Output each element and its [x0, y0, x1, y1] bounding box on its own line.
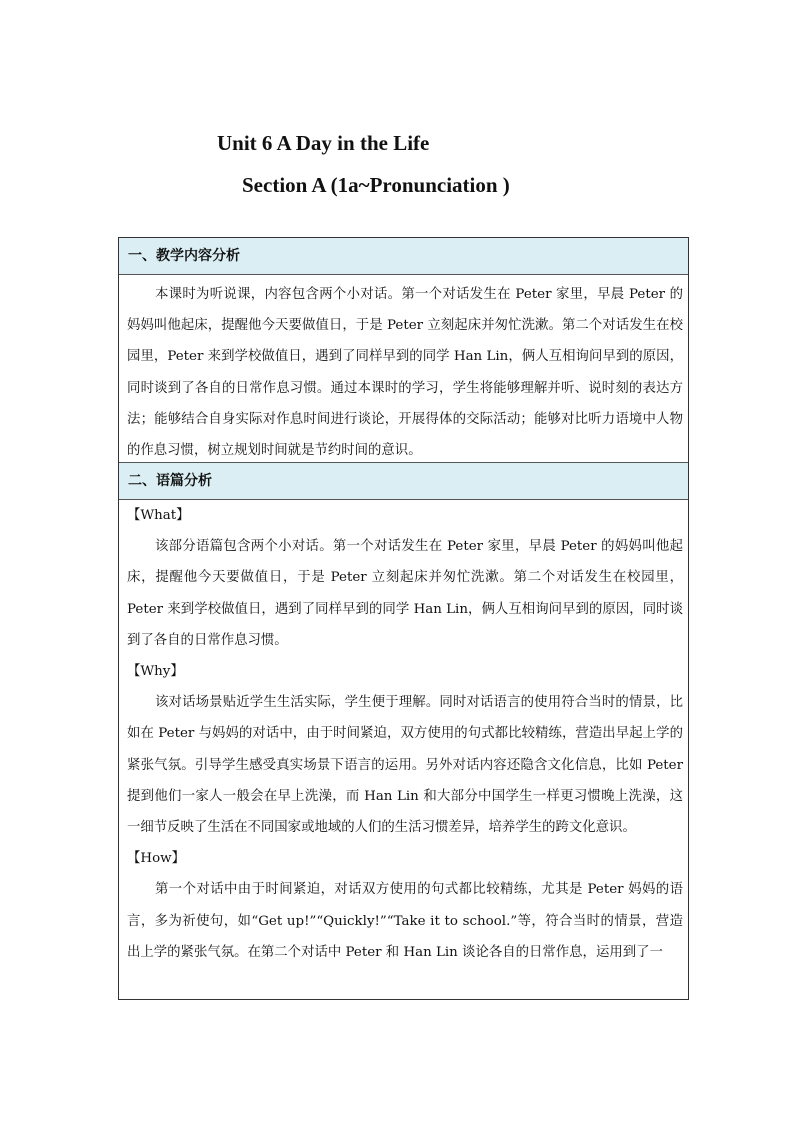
document-title: Unit 6 A Day in the Life: [217, 131, 430, 155]
what-paragraph: 该部分语篇包含两个小对话。第一个对话发生在 Peter 家里，早晨 Peter 的妈妈叫他起床，提醒他今天要做值日，于是 Peter 立刻起床并匆忙洗漱。第二个对话发生在校园里，Peter 来到学校做值日，遇到了同样早到的同学 Han Lin，俩人互相询问早到的原因，同时谈到了各自的日常作息习惯。: [127, 539, 683, 648]
how-label: 【How】: [127, 851, 185, 867]
content-analysis-body: [119, 275, 688, 462]
content-analysis-paragraph: 本课时为听说课，内容包含两个小对话。第一个对话发生在 Peter 家里，早晨 Peter 的妈妈叫他起床，提醒他今天要做值日，于是 Peter 立刻起床并匆忙洗漱。第二个对话发生在校园里，Peter 来到学校做值日，遇到了同样早到的同学 Han Lin，俩人互相询问早到的原因，同时谈到了各自的日常作息习惯。通过本课时的学习，学生将能够理解并听、说时刻的表达方法；能够结合自身实际对作息时间进行谈论，开展得体的交际活动；能够对比听力语境中人物的作息习惯，树立规划时间就是节约时间的意识。: [127, 287, 683, 459]
section-heading-text-analysis: 二、语篇分析: [119, 462, 688, 500]
document-subtitle: Section A (1a~Pronunciation ): [242, 173, 510, 197]
text-analysis-body: [119, 500, 688, 968]
why-paragraph: 该对话场景贴近学生生活实际，学生便于理解。同时对话语言的使用符合当时的情景，比如在 Peter 与妈妈的对话中，由于时间紧迫，双方使用的句式都比较精练，营造出早起上学的紧张气氛。引导学生感受真实场景下语言的运用。另外对话内容还隐含文化信息，比如 Peter 提到他们一家人一般会在早上洗澡，而 Han Lin 和大部分中国学生一样更习惯晚上洗澡，这一细节反映了生活在不同国家或地域的人们的生活习惯差异，培养学生的跨文化意识。: [127, 695, 683, 836]
lesson-analysis-table: [118, 237, 689, 1000]
how-paragraph: 第一个对话中由于时间紧迫，对话双方使用的句式都比较精练，尤其是 Peter 妈妈的语言，多为祈使句，如“Get up!”“Quickly!”“Take it to school.”等，符合当时的情景，营造出上学的紧张气氛。在第二个对话中 Peter 和 Han Lin 谈论各自的日常作息，运用到了一: [127, 882, 683, 960]
what-label: 【What】: [127, 508, 190, 523]
why-label: 【Why】: [127, 664, 184, 680]
section-heading-content-analysis: 一、教学内容分析: [119, 238, 688, 275]
